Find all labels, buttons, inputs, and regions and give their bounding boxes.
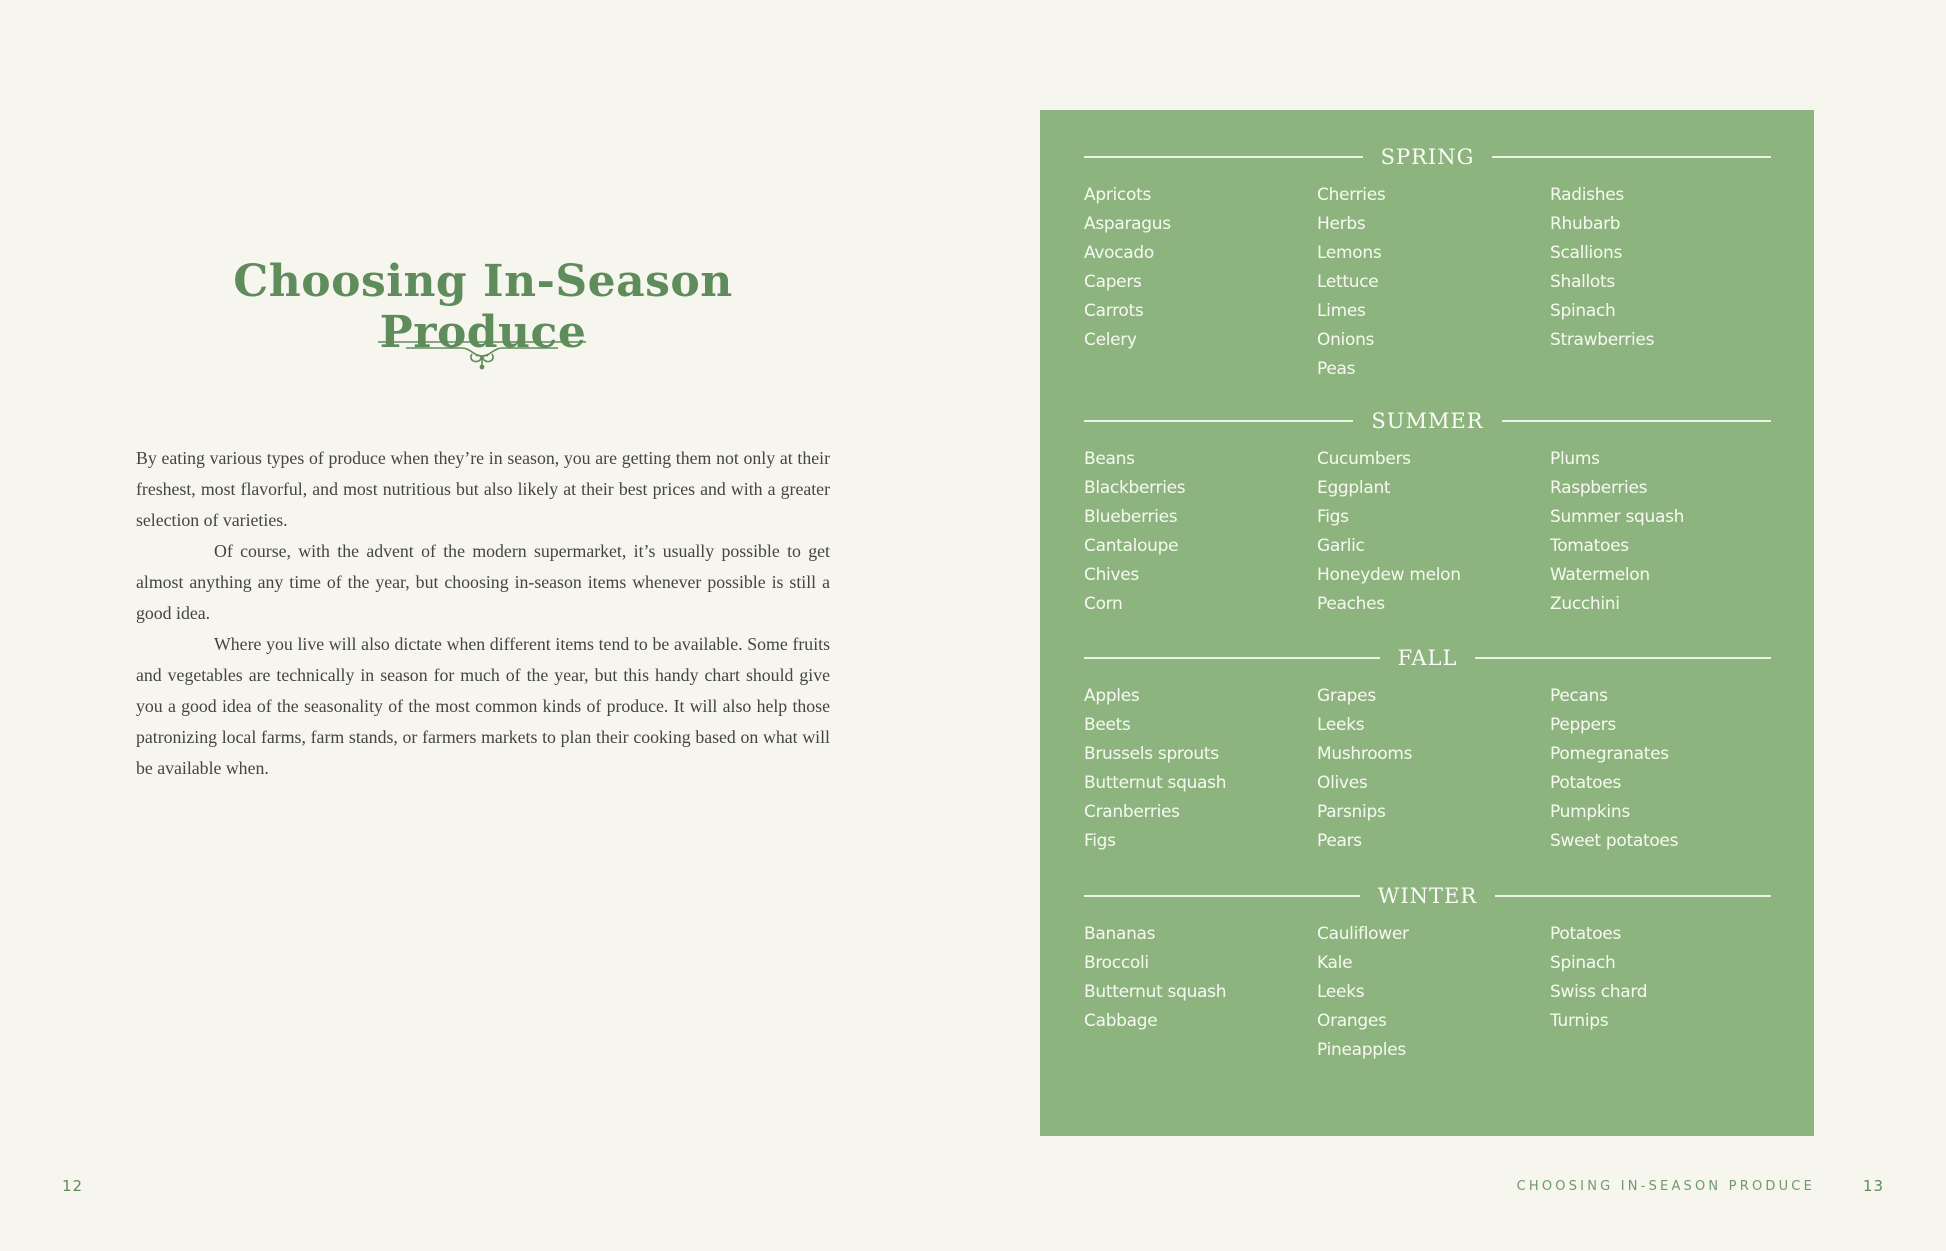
produce-item: Sweet potatoes xyxy=(1550,831,1679,851)
produce-columns xyxy=(1084,682,1771,856)
produce-item: Pecans xyxy=(1550,686,1608,706)
header-rule-left xyxy=(1084,657,1380,659)
produce-column xyxy=(1550,181,1771,384)
produce-column xyxy=(1550,445,1771,619)
produce-item: Brussels sprouts xyxy=(1084,744,1219,764)
produce-item: Butternut squash xyxy=(1084,773,1227,793)
page-number-right: 13 xyxy=(1862,1177,1884,1195)
produce-item: Lemons xyxy=(1317,243,1382,263)
produce-item: Apples xyxy=(1084,686,1140,706)
season-label: WINTER xyxy=(1377,884,1478,908)
produce-column xyxy=(1317,181,1550,384)
produce-item: Lettuce xyxy=(1317,272,1379,292)
produce-columns xyxy=(1084,445,1771,619)
header-rule-left xyxy=(1084,895,1360,897)
season-header xyxy=(1084,879,1771,913)
produce-column xyxy=(1550,920,1771,1065)
produce-column xyxy=(1317,445,1550,619)
produce-item: Butternut squash xyxy=(1084,982,1227,1002)
produce-item: Watermelon xyxy=(1550,565,1650,585)
right-page xyxy=(973,0,1946,1251)
header-rule-right xyxy=(1475,657,1771,659)
produce-item: Beans xyxy=(1084,449,1135,469)
produce-item: Scallions xyxy=(1550,243,1623,263)
paragraph-3: Where you live will also dictate when different items tend to be available. Some fruits and vegetables are technically in season for much of the year, but this handy chart should give you a good idea of the seasonality of the most common kinds of produce. It will also help those patronizing local farms, farm stands, or farmers markets to plan their cooking based on what will be available when. xyxy=(136,634,830,778)
produce-item: Onions xyxy=(1317,330,1375,350)
season-header xyxy=(1084,404,1771,438)
produce-item: Pomegranates xyxy=(1550,744,1669,764)
produce-item: Cabbage xyxy=(1084,1011,1158,1031)
produce-item: Mushrooms xyxy=(1317,744,1413,764)
produce-item: Spinach xyxy=(1550,301,1616,321)
season-spring xyxy=(1084,140,1771,384)
produce-item: Apricots xyxy=(1084,185,1152,205)
intro-text xyxy=(136,443,830,784)
produce-item: Asparagus xyxy=(1084,214,1171,234)
produce-item: Peppers xyxy=(1550,715,1616,735)
produce-item: Parsnips xyxy=(1317,802,1386,822)
produce-columns xyxy=(1084,181,1771,384)
produce-item: Figs xyxy=(1084,831,1116,851)
produce-column xyxy=(1084,445,1317,619)
produce-column xyxy=(1317,920,1550,1065)
produce-item: Bananas xyxy=(1084,924,1156,944)
produce-column xyxy=(1084,682,1317,856)
produce-item: Olives xyxy=(1317,773,1368,793)
produce-column xyxy=(1317,682,1550,856)
produce-item: Cucumbers xyxy=(1317,449,1411,469)
produce-item: Shallots xyxy=(1550,272,1615,292)
produce-item: Oranges xyxy=(1317,1011,1387,1031)
produce-item: Rhubarb xyxy=(1550,214,1621,234)
produce-item: Strawberries xyxy=(1550,330,1655,350)
produce-item: Pears xyxy=(1317,831,1362,851)
produce-item: Garlic xyxy=(1317,536,1365,556)
produce-item: Peaches xyxy=(1317,594,1385,614)
produce-item: Peas xyxy=(1317,359,1356,379)
produce-item: Leeks xyxy=(1317,715,1365,735)
produce-item: Blueberries xyxy=(1084,507,1178,527)
header-rule-left xyxy=(1084,156,1363,158)
header-rule-right xyxy=(1502,420,1771,422)
season-header xyxy=(1084,140,1771,174)
produce-item: Cauliflower xyxy=(1317,924,1409,944)
produce-item: Corn xyxy=(1084,594,1123,614)
produce-columns xyxy=(1084,920,1771,1065)
produce-item: Grapes xyxy=(1317,686,1376,706)
produce-item: Summer squash xyxy=(1550,507,1685,527)
produce-column xyxy=(1084,920,1317,1065)
season-label: SPRING xyxy=(1380,145,1475,169)
produce-item: Avocado xyxy=(1084,243,1154,263)
produce-item: Carrots xyxy=(1084,301,1144,321)
page-number-left: 12 xyxy=(62,1177,84,1195)
produce-item: Potatoes xyxy=(1550,773,1622,793)
produce-column xyxy=(1084,181,1317,384)
produce-item: Pineapples xyxy=(1317,1040,1406,1060)
produce-item: Spinach xyxy=(1550,953,1616,973)
produce-item: Capers xyxy=(1084,272,1142,292)
produce-item: Raspberries xyxy=(1550,478,1648,498)
header-rule-right xyxy=(1495,895,1771,897)
paragraph-2: Of course, with the advent of the modern supermarket, it’s usually possible to get almost anything any time of the year, but choosing in-season items whenever possible is still a good idea. xyxy=(136,541,830,623)
produce-item: Swiss chard xyxy=(1550,982,1648,1002)
season-fall xyxy=(1084,641,1771,856)
produce-item: Beets xyxy=(1084,715,1131,735)
season-summer xyxy=(1084,404,1771,619)
produce-item: Cranberries xyxy=(1084,802,1180,822)
produce-item: Potatoes xyxy=(1550,924,1622,944)
seasonal-produce-chart xyxy=(1040,110,1814,1136)
produce-item: Pumpkins xyxy=(1550,802,1630,822)
page-title: Choosing In-Season Produce xyxy=(233,256,733,358)
header-rule-left xyxy=(1084,420,1353,422)
produce-item: Figs xyxy=(1317,507,1349,527)
produce-item: Leeks xyxy=(1317,982,1365,1002)
produce-item: Tomatoes xyxy=(1550,536,1629,556)
season-header xyxy=(1084,641,1771,675)
produce-item: Cherries xyxy=(1317,185,1386,205)
season-label: FALL xyxy=(1397,646,1458,670)
produce-item: Radishes xyxy=(1550,185,1624,205)
paragraph-1: By eating various types of produce when they’re in season, you are getting them not only at their freshest, most flavorful, and most nutritious but also likely at their best prices and with a greater selection of varieties. xyxy=(136,448,830,530)
season-winter xyxy=(1084,879,1771,1065)
produce-item: Broccoli xyxy=(1084,953,1149,973)
running-head: CHOOSING IN-SEASON PRODUCE xyxy=(1516,1179,1815,1194)
season-label: SUMMER xyxy=(1371,409,1484,433)
produce-item: Limes xyxy=(1317,301,1366,321)
produce-item: Plums xyxy=(1550,449,1600,469)
produce-item: Turnips xyxy=(1550,1011,1609,1031)
produce-item: Herbs xyxy=(1317,214,1366,234)
produce-item: Blackberries xyxy=(1084,478,1186,498)
produce-item: Chives xyxy=(1084,565,1139,585)
produce-item: Honeydew melon xyxy=(1317,565,1461,585)
produce-item: Zucchini xyxy=(1550,594,1620,614)
produce-item: Kale xyxy=(1317,953,1353,973)
produce-column xyxy=(1550,682,1771,856)
flourish-ornament-icon xyxy=(376,334,588,370)
produce-item: Cantaloupe xyxy=(1084,536,1179,556)
produce-item: Eggplant xyxy=(1317,478,1391,498)
header-rule-right xyxy=(1492,156,1771,158)
produce-item: Celery xyxy=(1084,330,1137,350)
